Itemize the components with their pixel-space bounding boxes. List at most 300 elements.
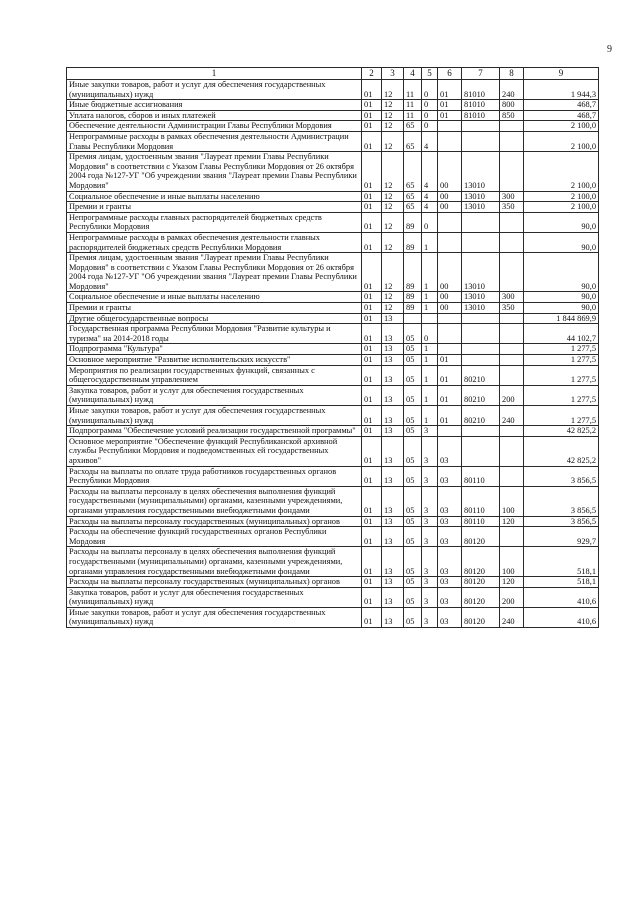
row-code-direction: 80120	[462, 547, 500, 577]
row-code-subsection: 12	[382, 202, 404, 213]
row-code-section: 01	[362, 436, 382, 466]
row-code-program: 05	[404, 486, 422, 516]
row-amount: 468,7	[524, 100, 599, 111]
row-code-section: 01	[362, 202, 382, 213]
row-code-program: 65	[404, 131, 422, 151]
row-name: Основное мероприятие "Развитие исполнительских искусств"	[67, 355, 362, 366]
row-code-subsection: 13	[382, 486, 404, 516]
row-code-section: 01	[362, 344, 382, 355]
row-code-program	[404, 313, 422, 324]
row-code-direction	[462, 121, 500, 132]
row-code-program: 89	[404, 253, 422, 292]
row-code-subsection: 12	[382, 292, 404, 303]
row-code-subsection: 13	[382, 587, 404, 607]
row-amount: 2 100,0	[524, 131, 599, 151]
col-header-4: 4	[404, 68, 422, 80]
row-code-expense-type: 100	[500, 486, 524, 516]
row-code-direction: 80120	[462, 527, 500, 547]
row-code-expense-type	[500, 212, 524, 232]
row-name: Расходы на выплаты персоналу в целях обеспечения выполнения функций государственными (муниципальными) органами, казенными учреждениями, органами управления государственными внебюджетными фондами	[67, 486, 362, 516]
row-code-subprogram: 3	[422, 547, 438, 577]
row-code-subsection: 13	[382, 547, 404, 577]
row-code-direction: 13010	[462, 253, 500, 292]
row-code-subprogram: 3	[422, 466, 438, 486]
row-code-subprogram	[422, 313, 438, 324]
col-header-3: 3	[382, 68, 404, 80]
row-amount: 1 944,3	[524, 80, 599, 100]
table-row	[67, 324, 599, 344]
table-row	[67, 426, 599, 437]
row-code-subsection: 12	[382, 100, 404, 111]
row-code-expense-type: 850	[500, 110, 524, 121]
row-name: Непрограммные расходы в рамках обеспечения деятельности Администрации Главы Республики Мордовия	[67, 131, 362, 151]
row-code-expense-type: 800	[500, 100, 524, 111]
table-row	[67, 292, 599, 303]
row-code-subprogram: 3	[422, 516, 438, 527]
row-code-program: 65	[404, 202, 422, 213]
table-row	[67, 587, 599, 607]
header-row	[67, 68, 599, 80]
table-row	[67, 110, 599, 121]
row-code-section: 01	[362, 577, 382, 588]
row-code-program: 05	[404, 344, 422, 355]
row-code-subsection: 13	[382, 355, 404, 366]
row-code-direction: 81010	[462, 80, 500, 100]
page-number: 9	[607, 44, 612, 55]
row-name: Иные закупки товаров, работ и услуг для обеспечения государственных (муниципальных) нужд	[67, 80, 362, 100]
row-amount: 3 856,5	[524, 516, 599, 527]
row-code-subprogram: 3	[422, 436, 438, 466]
row-code-subsection: 12	[382, 152, 404, 191]
row-code-direction: 80210	[462, 365, 500, 385]
row-code-measure	[438, 313, 462, 324]
table-row	[67, 406, 599, 426]
row-code-direction	[462, 426, 500, 437]
row-code-section: 01	[362, 547, 382, 577]
row-amount: 1 277,5	[524, 355, 599, 366]
row-name: Подпрограмма "Культура"	[67, 344, 362, 355]
row-code-subprogram: 4	[422, 191, 438, 202]
row-code-measure: 01	[438, 385, 462, 405]
row-code-expense-type	[500, 121, 524, 132]
row-code-expense-type	[500, 232, 524, 252]
row-code-expense-type	[500, 436, 524, 466]
row-code-program: 11	[404, 100, 422, 111]
row-code-expense-type: 120	[500, 516, 524, 527]
row-name: Уплата налогов, сборов и иных платежей	[67, 110, 362, 121]
row-code-subprogram: 1	[422, 232, 438, 252]
row-code-expense-type: 300	[500, 191, 524, 202]
row-code-program: 89	[404, 292, 422, 303]
row-code-section: 01	[362, 406, 382, 426]
row-code-direction: 80120	[462, 607, 500, 627]
row-name: Обеспечение деятельности Администрации Главы Республики Мордовия	[67, 121, 362, 132]
row-code-section: 01	[362, 152, 382, 191]
row-code-expense-type	[500, 466, 524, 486]
row-amount: 44 102,7	[524, 324, 599, 344]
table-row	[67, 527, 599, 547]
row-name: Премии и гранты	[67, 303, 362, 314]
row-code-section: 01	[362, 131, 382, 151]
row-code-subprogram: 1	[422, 303, 438, 314]
row-code-section: 01	[362, 212, 382, 232]
table-row	[67, 607, 599, 627]
row-code-expense-type	[500, 324, 524, 344]
table-body	[67, 80, 599, 628]
row-code-program: 05	[404, 426, 422, 437]
row-name: Мероприятия по реализации государственных функций, связанных с общегосударственным управлением	[67, 365, 362, 385]
table-row	[67, 355, 599, 366]
row-code-direction	[462, 324, 500, 344]
row-amount: 2 100,0	[524, 121, 599, 132]
row-code-expense-type: 120	[500, 577, 524, 588]
row-code-subprogram: 0	[422, 324, 438, 344]
row-name: Премия лицам, удостоенным звания "Лауреат премии Главы Республики Мордовия" в соответствии с Указом Главы Республики Мордовия от 26 октября 2004 года №127-УГ "Об учреждении звания "Лауреат премии Главы Республики Мордовия"	[67, 253, 362, 292]
row-code-subprogram: 0	[422, 80, 438, 100]
col-header-1: 1	[67, 68, 362, 80]
row-code-measure	[438, 131, 462, 151]
row-amount: 410,6	[524, 587, 599, 607]
row-amount: 3 856,5	[524, 486, 599, 516]
row-code-section: 01	[362, 527, 382, 547]
row-amount: 929,7	[524, 527, 599, 547]
row-code-subsection: 13	[382, 577, 404, 588]
row-name: Расходы на выплаты персоналу в целях обеспечения выполнения функций государственными (муниципальными) органами, казенными учреждениями, органами управления государственными внебюджетными фондами	[67, 547, 362, 577]
row-code-expense-type	[500, 253, 524, 292]
row-code-program: 05	[404, 385, 422, 405]
row-code-program: 05	[404, 466, 422, 486]
row-amount: 1 277,5	[524, 344, 599, 355]
row-name: Подпрограмма "Обеспечение условий реализации государственной программы"	[67, 426, 362, 437]
row-amount: 90,0	[524, 212, 599, 232]
row-code-section: 01	[362, 191, 382, 202]
row-code-program: 65	[404, 191, 422, 202]
row-code-section: 01	[362, 253, 382, 292]
row-code-subprogram: 3	[422, 577, 438, 588]
row-amount: 410,6	[524, 607, 599, 627]
row-code-direction	[462, 212, 500, 232]
row-code-program: 89	[404, 303, 422, 314]
col-header-8: 8	[500, 68, 524, 80]
row-code-subprogram: 4	[422, 152, 438, 191]
row-code-expense-type	[500, 152, 524, 191]
row-code-expense-type: 100	[500, 547, 524, 577]
col-header-5: 5	[422, 68, 438, 80]
table-row	[67, 547, 599, 577]
table-row	[67, 232, 599, 252]
row-code-expense-type	[500, 344, 524, 355]
row-code-subprogram: 1	[422, 344, 438, 355]
table-row	[67, 313, 599, 324]
row-code-direction	[462, 344, 500, 355]
row-code-subprogram: 1	[422, 355, 438, 366]
row-code-section: 01	[362, 292, 382, 303]
row-code-expense-type	[500, 313, 524, 324]
row-code-section: 01	[362, 587, 382, 607]
row-code-measure: 01	[438, 365, 462, 385]
row-name: Премия лицам, удостоенным звания "Лауреат премии Главы Республики Мордовия" в соответствии с Указом Главы Республики Мордовия от 26 октября 2004 года №127-УГ "Об учреждении звания "Лауреат премии Главы Республики Мордовия"	[67, 152, 362, 191]
row-code-subprogram: 1	[422, 253, 438, 292]
row-code-program: 05	[404, 516, 422, 527]
row-code-measure: 03	[438, 486, 462, 516]
row-code-subsection: 12	[382, 212, 404, 232]
row-code-direction	[462, 232, 500, 252]
table-row	[67, 303, 599, 314]
row-amount: 518,1	[524, 577, 599, 588]
row-name: Непрограммные расходы в рамках обеспечения деятельности главных распорядителей бюджетных средств Республики Мордовия	[67, 232, 362, 252]
table-row	[67, 80, 599, 100]
table-row	[67, 344, 599, 355]
row-code-subsection: 13	[382, 385, 404, 405]
row-code-section: 01	[362, 232, 382, 252]
row-code-measure: 01	[438, 406, 462, 426]
row-code-program: 05	[404, 607, 422, 627]
row-code-direction	[462, 131, 500, 151]
row-code-measure	[438, 212, 462, 232]
row-code-measure: 03	[438, 607, 462, 627]
row-code-subsection: 13	[382, 365, 404, 385]
row-code-measure: 00	[438, 253, 462, 292]
row-code-subsection: 13	[382, 607, 404, 627]
row-code-measure	[438, 344, 462, 355]
row-code-section: 01	[362, 426, 382, 437]
row-code-direction: 13010	[462, 202, 500, 213]
row-code-subsection: 12	[382, 131, 404, 151]
row-code-section: 01	[362, 313, 382, 324]
row-code-subprogram: 0	[422, 110, 438, 121]
row-code-measure: 01	[438, 80, 462, 100]
row-amount: 1 277,5	[524, 406, 599, 426]
row-code-expense-type	[500, 426, 524, 437]
row-code-measure: 00	[438, 292, 462, 303]
row-code-program: 11	[404, 80, 422, 100]
row-code-measure	[438, 232, 462, 252]
row-code-measure	[438, 121, 462, 132]
row-code-section: 01	[362, 385, 382, 405]
row-code-measure: 03	[438, 436, 462, 466]
row-code-program: 65	[404, 152, 422, 191]
row-code-subsection: 12	[382, 80, 404, 100]
row-code-expense-type: 350	[500, 303, 524, 314]
row-code-subprogram: 3	[422, 426, 438, 437]
row-name: Социальное обеспечение и иные выплаты населению	[67, 191, 362, 202]
row-code-direction: 13010	[462, 152, 500, 191]
row-code-measure: 01	[438, 100, 462, 111]
row-code-subprogram: 3	[422, 587, 438, 607]
row-code-subprogram: 0	[422, 212, 438, 232]
row-code-measure: 03	[438, 547, 462, 577]
row-amount: 2 100,0	[524, 191, 599, 202]
row-code-program: 89	[404, 232, 422, 252]
row-code-measure	[438, 324, 462, 344]
row-amount: 42 825,2	[524, 436, 599, 466]
row-code-program: 05	[404, 527, 422, 547]
row-code-direction: 80120	[462, 587, 500, 607]
row-code-direction: 13010	[462, 292, 500, 303]
row-amount: 90,0	[524, 253, 599, 292]
table-row	[67, 385, 599, 405]
row-name: Социальное обеспечение и иные выплаты населению	[67, 292, 362, 303]
row-code-section: 01	[362, 355, 382, 366]
table-row	[67, 100, 599, 111]
row-code-measure: 00	[438, 152, 462, 191]
row-code-subprogram: 0	[422, 121, 438, 132]
row-code-expense-type: 200	[500, 587, 524, 607]
row-code-expense-type	[500, 365, 524, 385]
table-row	[67, 191, 599, 202]
row-amount: 90,0	[524, 232, 599, 252]
row-code-section: 01	[362, 80, 382, 100]
row-code-section: 01	[362, 466, 382, 486]
row-code-subsection: 13	[382, 426, 404, 437]
row-code-section: 01	[362, 110, 382, 121]
col-header-6: 6	[438, 68, 462, 80]
row-code-program: 05	[404, 355, 422, 366]
row-code-subprogram: 1	[422, 385, 438, 405]
row-code-program: 05	[404, 406, 422, 426]
row-code-measure: 00	[438, 202, 462, 213]
row-code-subsection: 13	[382, 436, 404, 466]
row-code-subprogram: 3	[422, 607, 438, 627]
row-code-direction: 80110	[462, 516, 500, 527]
row-code-subsection: 12	[382, 191, 404, 202]
row-code-direction	[462, 355, 500, 366]
row-code-direction: 80110	[462, 466, 500, 486]
row-name: Расходы на обеспечение функций государственных органов Республики Мордовия	[67, 527, 362, 547]
row-code-subprogram: 1	[422, 365, 438, 385]
row-code-direction: 13010	[462, 191, 500, 202]
row-code-program: 05	[404, 324, 422, 344]
row-code-expense-type	[500, 527, 524, 547]
row-code-direction: 80210	[462, 385, 500, 405]
row-code-subsection: 12	[382, 110, 404, 121]
col-header-7: 7	[462, 68, 500, 80]
row-code-program: 05	[404, 547, 422, 577]
row-code-program: 65	[404, 121, 422, 132]
row-name: Непрограммные расходы главных распорядителей бюджетных средств Республики Мордовия	[67, 212, 362, 232]
row-code-subprogram: 1	[422, 406, 438, 426]
row-code-program: 05	[404, 436, 422, 466]
row-name: Расходы на выплаты по оплате труда работников государственных органов Республики Мордовия	[67, 466, 362, 486]
row-name: Иные бюджетные ассигнования	[67, 100, 362, 111]
row-amount: 2 100,0	[524, 202, 599, 213]
table-row	[67, 516, 599, 527]
row-code-section: 01	[362, 324, 382, 344]
row-code-direction: 80210	[462, 406, 500, 426]
row-code-direction	[462, 436, 500, 466]
row-code-measure: 01	[438, 110, 462, 121]
row-code-measure: 03	[438, 466, 462, 486]
row-code-direction: 81010	[462, 110, 500, 121]
row-code-measure	[438, 426, 462, 437]
row-name: Другие общегосударственные вопросы	[67, 313, 362, 324]
row-name: Закупка товаров, работ и услуг для обеспечения государственных (муниципальных) нужд	[67, 385, 362, 405]
row-code-subsection: 12	[382, 253, 404, 292]
row-code-direction: 81010	[462, 100, 500, 111]
row-code-subprogram: 1	[422, 292, 438, 303]
row-amount: 1 277,5	[524, 365, 599, 385]
row-name: Государственная программа Республики Мордовия "Развитие культуры и туризма" на 2014-2018 годы	[67, 324, 362, 344]
table-row	[67, 131, 599, 151]
row-code-expense-type: 350	[500, 202, 524, 213]
table-row	[67, 577, 599, 588]
budget-table	[66, 67, 599, 628]
row-code-subprogram: 3	[422, 527, 438, 547]
row-code-subsection: 13	[382, 324, 404, 344]
row-code-section: 01	[362, 100, 382, 111]
row-code-expense-type	[500, 131, 524, 151]
table-header	[67, 68, 599, 80]
col-header-9: 9	[524, 68, 599, 80]
row-name: Расходы на выплаты персоналу государственных (муниципальных) органов	[67, 516, 362, 527]
row-code-direction: 13010	[462, 303, 500, 314]
row-code-subprogram: 4	[422, 131, 438, 151]
row-code-section: 01	[362, 303, 382, 314]
row-code-subsection: 13	[382, 516, 404, 527]
row-code-measure: 00	[438, 303, 462, 314]
row-code-expense-type: 240	[500, 607, 524, 627]
row-code-section: 01	[362, 365, 382, 385]
row-code-direction: 80120	[462, 577, 500, 588]
row-code-program: 05	[404, 365, 422, 385]
row-code-program: 11	[404, 110, 422, 121]
row-amount: 1 844 869,9	[524, 313, 599, 324]
row-code-subsection: 12	[382, 303, 404, 314]
table-row	[67, 436, 599, 466]
row-amount: 2 100,0	[524, 152, 599, 191]
table-row	[67, 121, 599, 132]
row-name: Премии и гранты	[67, 202, 362, 213]
row-code-subsection: 12	[382, 232, 404, 252]
row-code-expense-type: 200	[500, 385, 524, 405]
row-amount: 3 856,5	[524, 466, 599, 486]
row-code-program: 05	[404, 577, 422, 588]
row-code-section: 01	[362, 607, 382, 627]
row-code-expense-type: 300	[500, 292, 524, 303]
row-code-subsection: 13	[382, 313, 404, 324]
row-code-subprogram: 0	[422, 100, 438, 111]
row-code-subprogram: 4	[422, 202, 438, 213]
row-name: Закупка товаров, работ и услуг для обеспечения государственных (муниципальных) нужд	[67, 587, 362, 607]
row-code-program: 89	[404, 212, 422, 232]
row-code-direction	[462, 313, 500, 324]
table-row	[67, 212, 599, 232]
table-row	[67, 365, 599, 385]
row-code-subprogram: 3	[422, 486, 438, 516]
table-row	[67, 466, 599, 486]
row-amount: 468,7	[524, 110, 599, 121]
table-row	[67, 202, 599, 213]
row-code-subsection: 13	[382, 466, 404, 486]
row-amount: 90,0	[524, 292, 599, 303]
row-code-measure: 01	[438, 355, 462, 366]
row-code-subsection: 12	[382, 121, 404, 132]
row-code-expense-type: 240	[500, 80, 524, 100]
row-code-direction: 80110	[462, 486, 500, 516]
row-code-measure: 03	[438, 516, 462, 527]
row-name: Основное мероприятие "Обеспечение функций Республиканской архивной службы Республики Мордовия и подведомственных ей государственных архивов"	[67, 436, 362, 466]
row-code-subsection: 13	[382, 406, 404, 426]
col-header-2: 2	[362, 68, 382, 80]
row-code-section: 01	[362, 516, 382, 527]
row-name: Иные закупки товаров, работ и услуг для обеспечения государственных (муниципальных) нужд	[67, 406, 362, 426]
row-code-section: 01	[362, 121, 382, 132]
row-code-subsection: 13	[382, 527, 404, 547]
row-name: Иные закупки товаров, работ и услуг для обеспечения государственных (муниципальных) нужд	[67, 607, 362, 627]
row-code-subsection: 13	[382, 344, 404, 355]
row-amount: 518,1	[524, 547, 599, 577]
row-code-measure: 00	[438, 191, 462, 202]
